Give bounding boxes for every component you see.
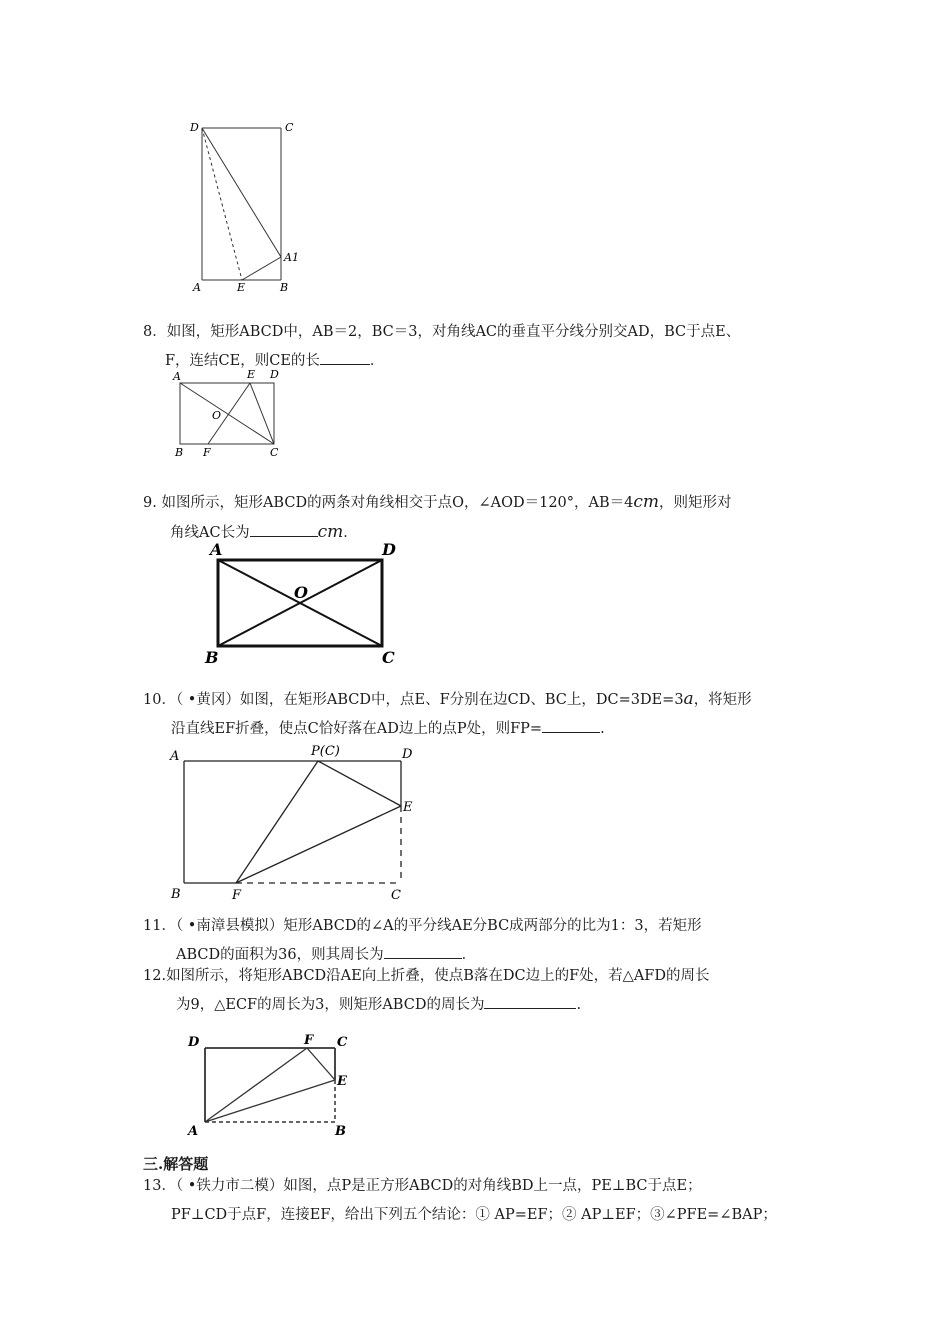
q8-text-1: 如图，矩形ABCD中，AB＝2，BC＝3，对角线AC的垂直平分线分别交AD，BC于点E、 — [166, 324, 741, 340]
q11-text-1: （ •南漳县模拟）矩形ABCD的∠A的平分线AE分BC成两部分的比为1：3，若矩形 — [175, 918, 702, 934]
fig8-label-c: C — [270, 446, 279, 459]
fig10-label-c: C — [391, 888, 401, 903]
q10-line-1 — [143, 685, 752, 715]
fig8-label-d: D — [270, 368, 279, 381]
q12-text-2: 为9，△ECF的周长为3，则矩形ABCD的周长为 — [176, 997, 485, 1013]
q10-answer-blank[interactable] — [542, 717, 600, 733]
q9-text-1-end: ，则矩形对 — [659, 495, 732, 511]
fig10-label-b: B — [171, 887, 181, 902]
q12-line-2 — [143, 991, 709, 1020]
fig8-label-e: E — [247, 368, 256, 381]
fig12-label-c: C — [337, 1035, 348, 1050]
q11-number: 11． — [143, 918, 176, 934]
fig9-label-b: B — [205, 648, 219, 667]
q9-line-1 — [143, 488, 732, 518]
fig8-label-o: O — [212, 409, 222, 422]
q9-text-1: 如图所示，矩形ABCD的两条对角线相交于点O，∠AOD＝120°，AB＝4 — [161, 495, 634, 511]
fig9-label-a: A — [210, 540, 223, 559]
question-10 — [143, 685, 752, 744]
fig12-label-f: F — [304, 1033, 314, 1048]
fig7-label-c: C — [285, 121, 294, 134]
q9-answer-blank[interactable] — [250, 521, 318, 537]
q10-var: a — [683, 689, 694, 709]
q9-unit-1: cm — [633, 492, 660, 512]
fig10-label-a: A — [170, 749, 180, 764]
fig8-label-f: F — [203, 446, 211, 459]
q8-answer-blank[interactable] — [320, 349, 370, 365]
fig12-label-e: E — [337, 1074, 347, 1089]
q8-text-2: F，连结CE，则CE的长 — [165, 353, 320, 369]
q13-line-2 — [143, 1201, 777, 1230]
q10-text-1-end: ，将矩形 — [693, 692, 752, 708]
q12-answer-blank[interactable] — [484, 993, 576, 1009]
fig10-label-d: D — [402, 747, 413, 762]
fig7-label-e: E — [237, 281, 246, 294]
fig9-label-o: O — [294, 583, 308, 602]
q11-text-2: ABCD的面积为36，则其周长为 — [176, 947, 384, 963]
q12-text-2-end: . — [576, 997, 582, 1013]
q12-line-1 — [143, 962, 709, 991]
fig7-label-a: A — [193, 281, 201, 294]
fig9-label-c: C — [382, 648, 395, 667]
fig12-label-b: B — [335, 1124, 346, 1139]
q11-line-1 — [143, 912, 702, 941]
fig10-label-e: E — [403, 800, 413, 815]
q13-line-1 — [143, 1172, 777, 1201]
fig7-label-a1: A1 — [284, 251, 299, 264]
figure-q10 — [165, 738, 425, 903]
figure-q7 — [180, 115, 310, 295]
figure-q12 — [180, 1030, 355, 1142]
q8-number: 8． — [143, 324, 167, 340]
q9-unit-2: cm — [317, 522, 344, 542]
fig7-label-d: D — [190, 121, 199, 134]
q13-text-2: PF⊥CD于点F，连接EF，给出下列五个结论：① AP=EF；② AP⊥EF；③∠PFE=∠BAP； — [171, 1207, 777, 1223]
figure-q8 — [170, 365, 290, 460]
fig8-label-a: A — [173, 370, 181, 383]
question-13 — [143, 1172, 777, 1230]
q10-number: 10． — [143, 692, 176, 708]
q10-text-2-end: . — [600, 721, 605, 737]
q13-text-1: （ •铁力市二模）如图，点P是正方形ABCD的对角线BD上一点，PE⊥BC于点E； — [175, 1178, 702, 1194]
fig10-label-f: F — [232, 888, 242, 903]
fig8-label-b: B — [175, 446, 184, 459]
q9-text-2: 角线AC长为 — [170, 525, 250, 541]
q12-number: 12. — [143, 968, 167, 984]
q10-text-2: 沿直线EF折叠，使点C恰好落在AD边上的点P处，则FP= — [171, 721, 543, 737]
q9-number: 9. — [143, 495, 157, 511]
q9-text-2-end: ． — [343, 525, 358, 541]
q11-text-2-end: ． — [461, 947, 477, 963]
q13-number: 13． — [143, 1178, 176, 1194]
q10-text-1: （ •黄冈）如图，在矩形ABCD中，点E、F分别在边CD、BC上，DC=3DE=3 — [175, 692, 684, 708]
q11-answer-blank[interactable] — [384, 943, 462, 959]
figure-q9 — [200, 538, 410, 670]
fig12-label-d: D — [188, 1035, 200, 1050]
fig10-label-pc: P(C) — [311, 744, 340, 759]
section-3-heading: 三.解答题 — [143, 1155, 209, 1173]
q8-line-1 — [143, 318, 740, 347]
fig7-label-b: B — [280, 281, 289, 294]
question-12 — [143, 962, 709, 1020]
q8-text-2-end: ． — [369, 353, 385, 369]
fig9-label-d: D — [382, 540, 396, 559]
q12-text-1: 如图所示，将矩形ABCD沿AE向上折叠，使点B落在DC边上的F处，若△AFD的周长 — [166, 968, 710, 984]
fig12-label-a: A — [188, 1124, 199, 1139]
